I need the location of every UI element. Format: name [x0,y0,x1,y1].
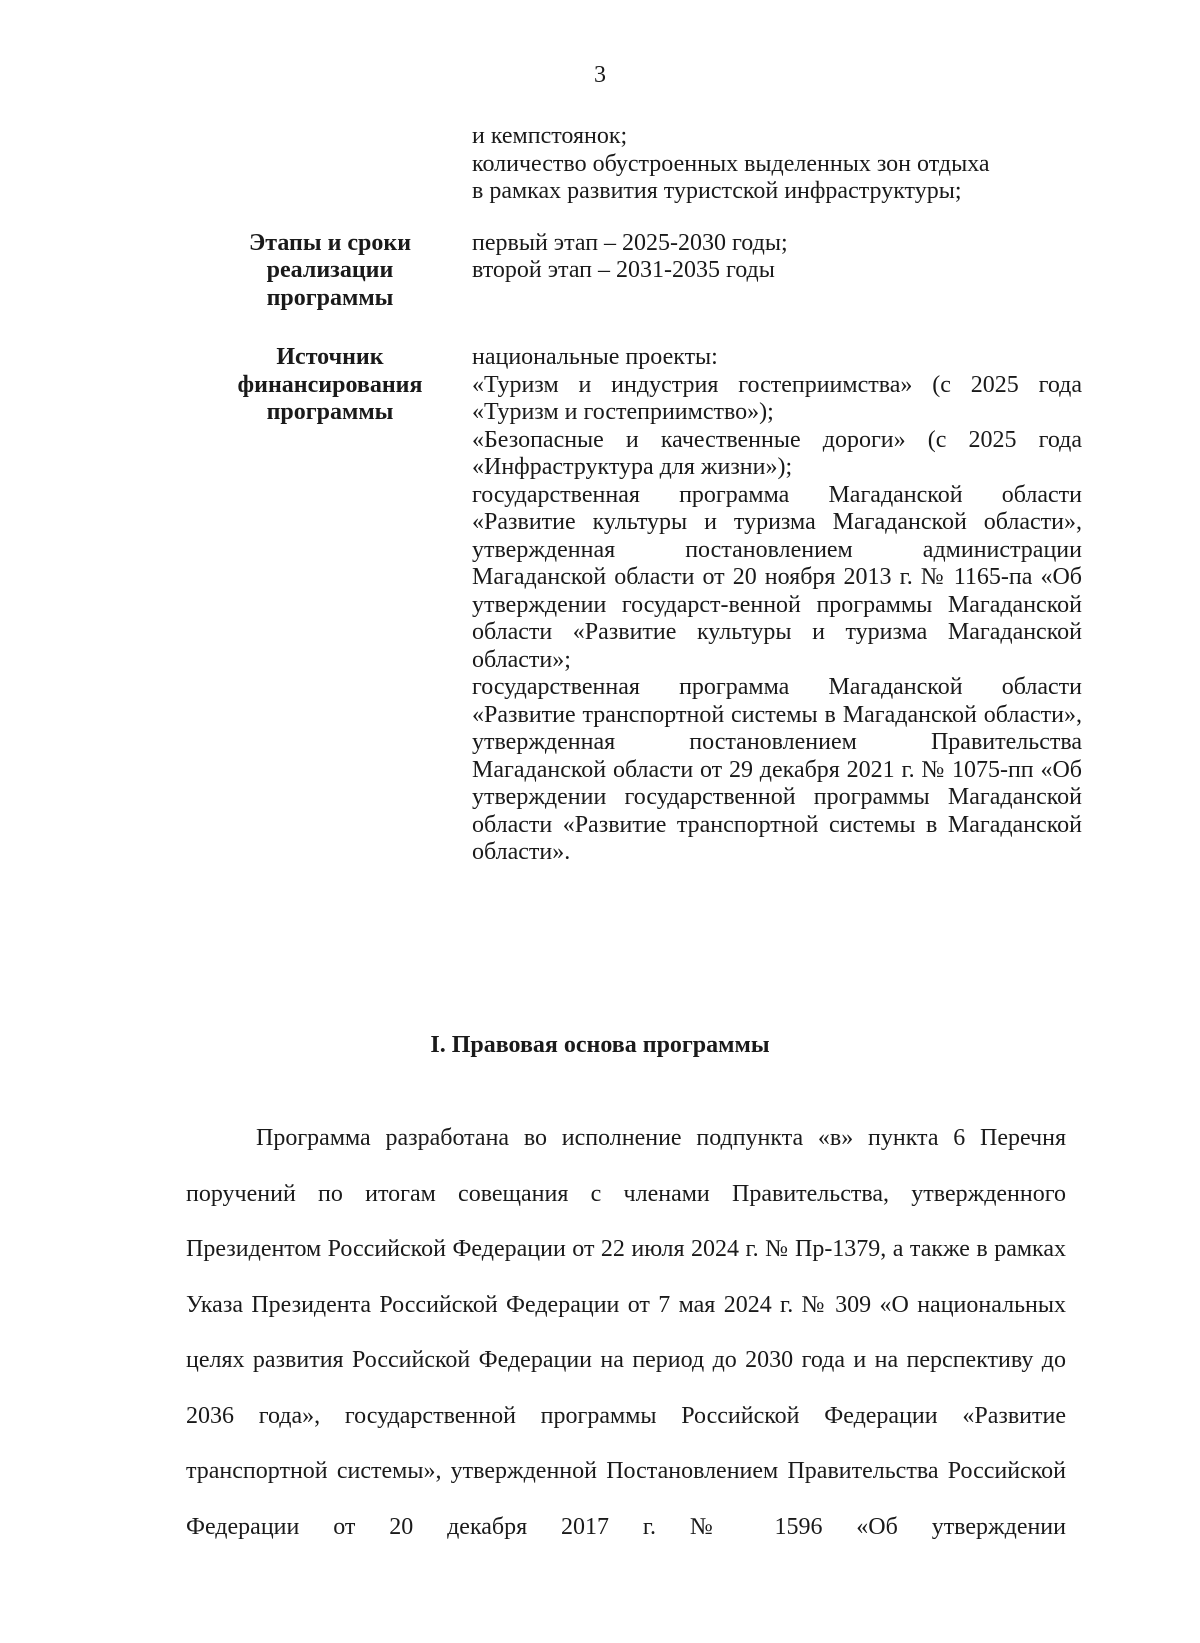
passport-row-funding [210,344,1090,867]
passport-line: в рамках развития туристской инфраструктуры; [472,178,962,204]
section-body [186,1111,1066,1555]
passport-line: национальные проекты: [472,344,718,370]
passport-row-indicators [210,123,1090,206]
passport-row-stages [210,230,1090,313]
passport-line: количество обустроенных выделенных зон отдыха [472,150,990,177]
body-paragraph: Программа разработана во исполнение подпункта «в» пункта 6 Перечня поручений по итогам совещания с членами Правительства, утвержденного Президентом Российской Федерации от 22 июля 2024 г. № Пр-1379, а также в рамках Указа Президента Российской Федерации от 7 мая 2024 г. № 309 «О национальных целях развития Российской Федерации на период до 2030 года и на перспективу до 2036 года», государственной программы Российской Федерации «Развитие транспортной системы», утвержденной Постановлением Правительства Российской Федерации от 20 декабря 2017 г. № 1596 «Об утверждении [186,1125,1066,1540]
passport-value-funding [472,344,1082,867]
passport-line: «Туризм и индустрия гостеприимства» (с 2025 года «Туризм и гостеприимство»); [472,371,1082,425]
passport-line: и кемпстоянок; [472,123,628,149]
passport-line: первый этап – 2025-2030 годы; [472,229,788,256]
passport-label-stages: Этапы и сроки реализации программы [248,229,412,311]
program-passport-table [210,123,1090,867]
passport-line: государственная программа Магаданской области «Развитие транспортной системы в Магаданской области», утвержденная постановлением Правительства Магаданской области от 29 декабря 2021 г. № 1075-пп «Об утверждении государственной программы Магаданской области «Развитие транспортной системы в Магаданской области». [472,674,1082,865]
passport-line: государственная программа Магаданской области «Развитие культуры и туризма Магаданской области», утвержденная постановлением администрации Магаданской области от 20 ноября 2013 г. № 1165-па «Об утверждении государст-венной программы Магаданской области «Развитие культуры и туризма Магаданской области»; [472,481,1082,673]
section-title: I. Правовая основа программы [430,1032,770,1058]
passport-label-funding: Источник финансирования программы [237,344,423,425]
passport-line: второй этап – 2031-2035 годы [472,257,775,283]
passport-value-stages [472,230,1082,285]
passport-line: «Безопасные и качественные дороги» (с 2025 года «Инфраструктура для жизни»); [472,426,1082,480]
page-number: 3 [594,62,606,88]
passport-value-indicators [472,123,1082,206]
